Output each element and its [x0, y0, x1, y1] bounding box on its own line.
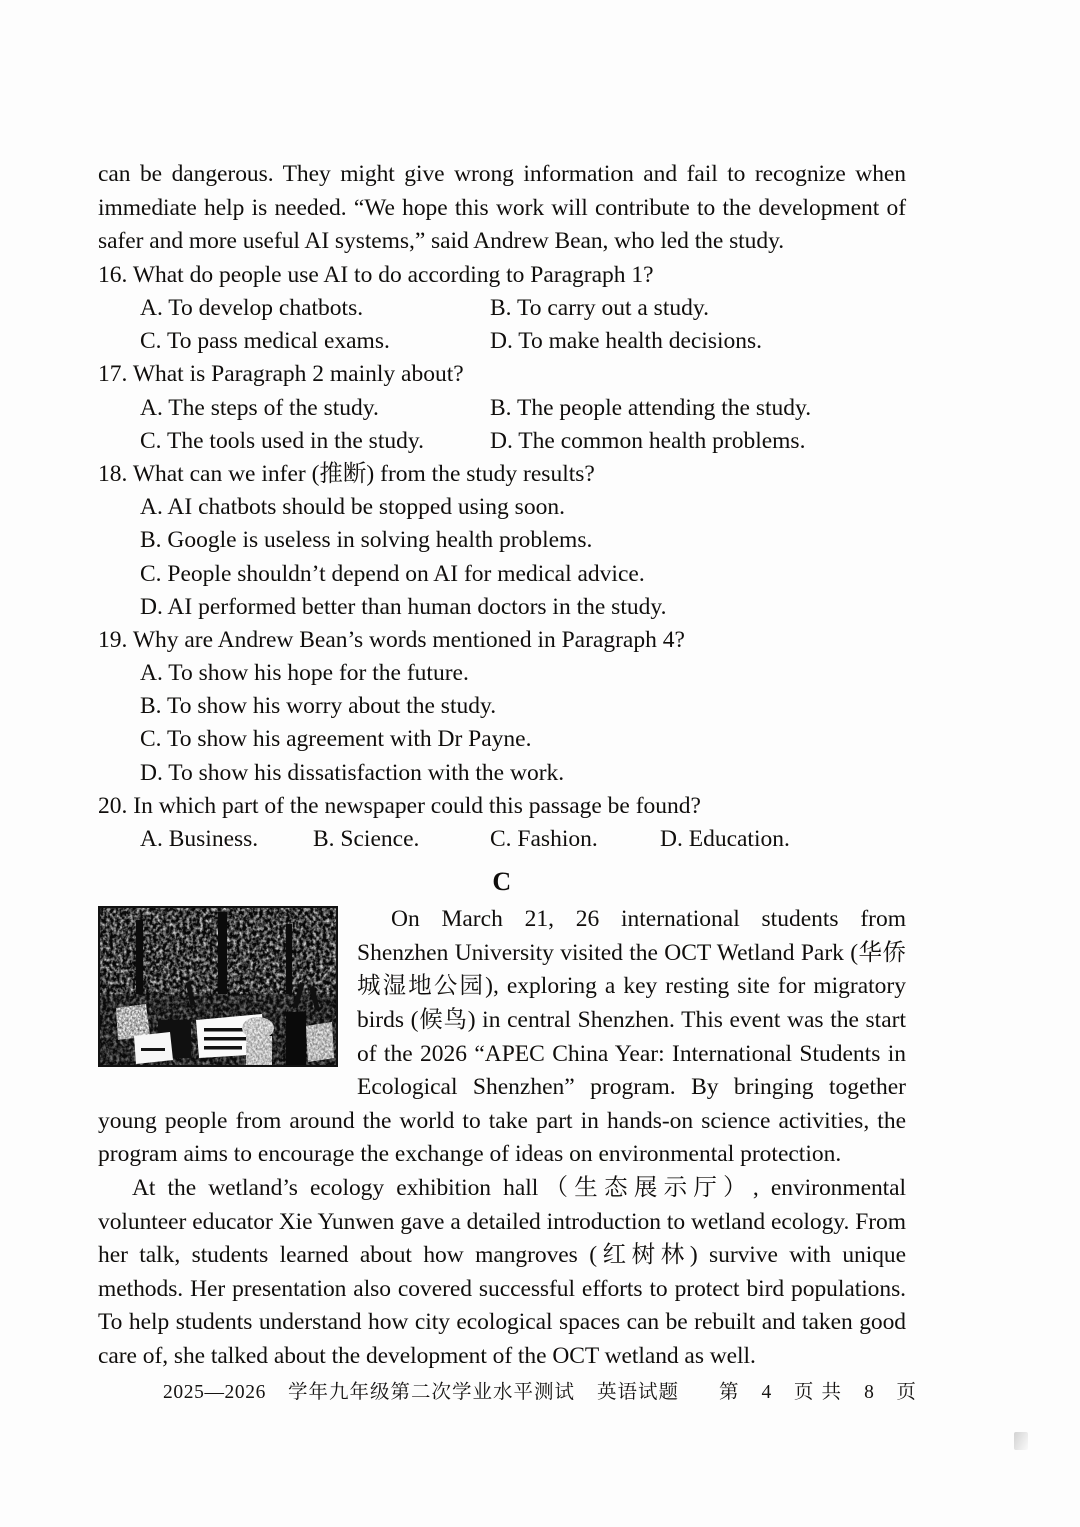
footer-subject: 英语试题 [596, 1380, 679, 1403]
question-18-option-a[interactable]: A. AI chatbots should be stopped using soon. [140, 494, 565, 521]
question-19 [98, 624, 906, 790]
question-18-option-d[interactable]: D. AI performed better than human doctors in the study. [140, 593, 667, 620]
question-20-option-d[interactable]: D. Education. [660, 826, 790, 853]
question-17-option-b[interactable]: B. The people attending the study. [490, 394, 812, 421]
footer-page-middle: 页 共 [793, 1380, 843, 1403]
question-16-option-a[interactable]: A. To develop chatbots. [140, 294, 364, 321]
question-16-option-b[interactable]: B. To carry out a study. [490, 294, 709, 321]
question-20-option-c[interactable]: C. Fashion. [490, 826, 598, 853]
question-16-option-c[interactable]: C. To pass medical exams. [140, 328, 390, 355]
question-18-stem: 18. What can we infer (推断) from the study results? [98, 460, 595, 487]
question-18 [98, 458, 906, 624]
scan-artifact-mark [1014, 1432, 1028, 1450]
footer-years: 2025—2026 [163, 1382, 266, 1403]
question-17-options-row-1 [98, 392, 906, 425]
passage-b-continuation: can be dangerous. They might give wrong information and fail to recognize when immediate help is needed. “We hope this work will contribute to the development of safer and more useful AI systems,” said Andrew Bean, who led the study. [98, 161, 906, 255]
section-heading-c: C [492, 867, 512, 897]
question-17-option-c[interactable]: C. The tools used in the study. [140, 427, 424, 454]
question-16 [98, 259, 906, 359]
footer-page-number: 4 [761, 1382, 772, 1403]
page-footer [0, 1379, 1080, 1406]
question-19-option-c[interactable]: C. To show his agreement with Dr Payne. [140, 726, 532, 753]
question-16-option-d[interactable]: D. To make health decisions. [490, 328, 763, 355]
section-c-paragraph-1: On March 21, 26 international students from Shenzhen University visited the OCT Wetland Park (华侨城湿地公园), exploring a key resting site for migratory birds (候鸟) in central Shenzhen. This event was the start of the 2026 “APEC China Year: International Students in Ecological Shenzhen” program. By bringing together young people from around the world to take part in hands-on science activities, the program aims to encourage the exchange of ideas on environmental protection. [98, 906, 906, 1168]
wetland-visit-photo [98, 906, 338, 1067]
footer-total-pages: 8 [864, 1382, 875, 1403]
question-20-option-b[interactable]: B. Science. [313, 826, 420, 853]
question-18-option-c[interactable]: C. People shouldn’t depend on AI for medical advice. [140, 560, 645, 587]
question-19-option-d[interactable]: D. To show his dissatisfaction with the work. [140, 759, 565, 786]
question-17-stem: 17. What is Paragraph 2 mainly about? [98, 361, 464, 388]
question-16-stem: 16. What do people use AI to do according to Paragraph 1? [98, 261, 654, 288]
footer-page-suffix: 页 [896, 1380, 917, 1403]
question-20-stem: 20. In which part of the newspaper could this passage be found? [98, 792, 701, 819]
section-c-paragraph-2: At the wetland’s ecology exhibition hall（生态展示厅）, environmental volunteer educator Xie Yunwen gave a detailed introduction to wetland ecology. From her talk, students learned about how mangroves (红树林) survive with unique methods. Her presentation also covered successful efforts to protect bird populations. To help students understand how city ecological spaces can be rebuilt and taken good care of, she talked about the development of the OCT wetland as well. [98, 1174, 906, 1369]
question-17-option-d[interactable]: D. The common health problems. [490, 427, 806, 454]
footer-page-prefix: 第 [718, 1380, 740, 1403]
page-content [98, 158, 906, 1374]
section-c-figure-and-text [98, 903, 906, 1172]
question-20-options-row [98, 823, 906, 856]
question-20 [98, 790, 906, 856]
question-16-options-row-2 [98, 325, 906, 358]
question-19-option-a[interactable]: A. To show his hope for the future. [140, 660, 469, 687]
question-16-options-row-1 [98, 292, 906, 325]
question-19-stem: 19. Why are Andrew Bean’s words mentioned in Paragraph 4? [98, 626, 685, 653]
question-18-option-b[interactable]: B. Google is useless in solving health problems. [140, 527, 593, 554]
question-19-option-b[interactable]: B. To show his worry about the study. [140, 693, 497, 720]
question-17-options-row-2 [98, 425, 906, 458]
question-20-option-a[interactable]: A. Business. [140, 826, 259, 853]
footer-exam-title: 学年九年级第二次学业水平测试 [287, 1380, 575, 1403]
question-17-option-a[interactable]: A. The steps of the study. [140, 394, 379, 421]
question-17 [98, 358, 906, 458]
